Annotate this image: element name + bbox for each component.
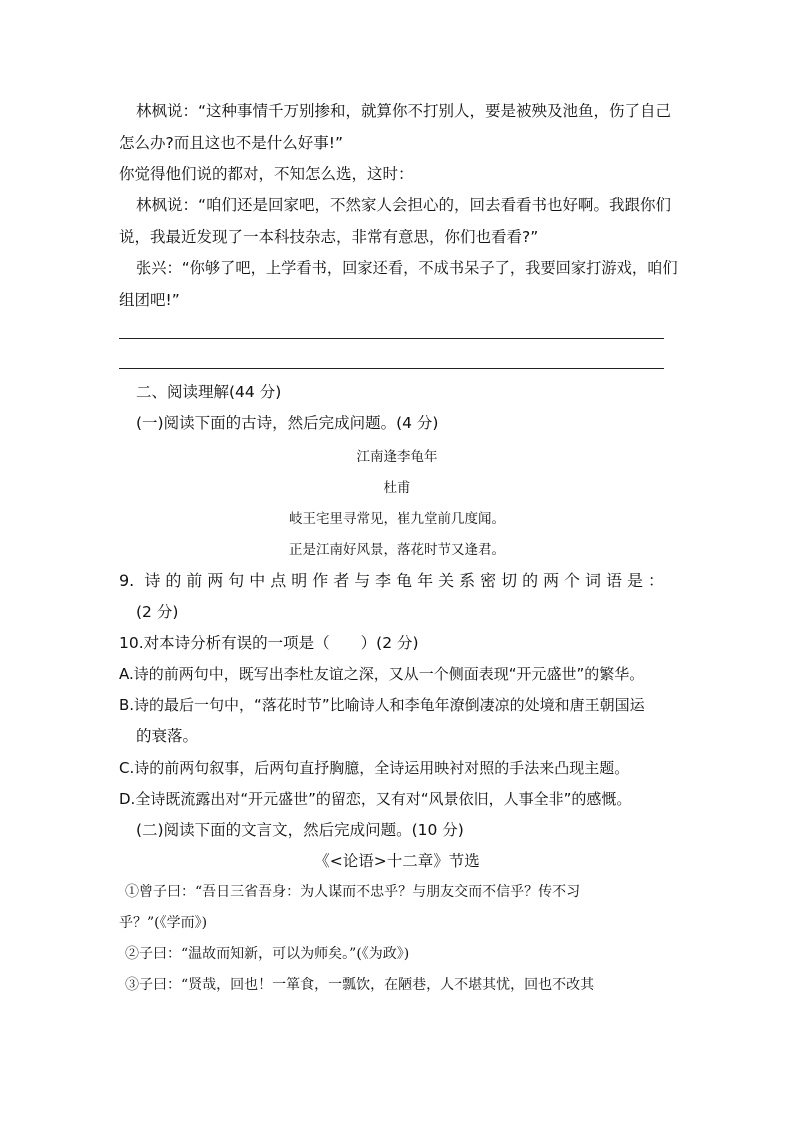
poem-title: 江南逢李龟年 [356,449,438,465]
poem-line-2: 正是江南好风景，落花时节又逢君。 [289,542,505,558]
option-d: D.全诗既流露出对“开元盛世”的留恋，又有对“风景依旧，人事全非”的感慨。 [119,790,632,808]
part2-intro: (二)阅读下面的文言文，然后完成问题。(10 分) [136,821,464,839]
question-9-line-2: (2 分) [136,603,179,621]
question-9-line-1: 9. 诗的前两句中点明作者与李龟年关系密切的两个词语是： [119,571,664,590]
option-b-line-2: 的衰落。 [136,727,199,745]
linfeng-quote-1-line-2: 怎么办?而且这也不是什么好事!” [119,134,343,152]
section-heading: 二、阅读理解(44 分) [136,383,282,401]
linfeng-quote-2-line-2: 说，我最近发现了一本科技杂志，非常有意思，你们也看看?” [119,228,539,246]
linfeng-quote-1-line-1: 林枫说：“这种事情千万别掺和，就算你不打别人，要是被殃及池鱼，伤了自己 [136,102,672,120]
zhangxing-quote-line-1: 张兴：“你够了吧，上学看书，回家还看，不成书呆子了，我要回家打游戏，咱们 [136,259,678,277]
part2-title: 《<论语>十二章》节选 [314,852,480,870]
analects-item-2: ②子曰：“温故而知新，可以为师矣。”(《为政》) [125,946,410,962]
question-10: 10.对本诗分析有误的一项是（ ）(2 分) [119,634,419,652]
linfeng-quote-2-line-1: 林枫说：“咱们还是回家吧，不然家人会担心的，回去看看书也好啊。我跟你们 [136,196,672,214]
part1-intro: (一)阅读下面的古诗，然后完成问题。(4 分) [136,414,439,432]
analects-item-3-line-1: ③子曰：“贤哉，回也！一箪食，一瓢饮，在陋巷，人不堪其忧，回也不改其 [125,977,595,993]
option-c: C.诗的前两句叙事，后两句直抒胸臆，全诗运用映衬对照的手法来凸现主题。 [119,759,630,777]
answer-line-2[interactable] [119,368,664,369]
analects-item-1-line-2: 乎？”(《学而》) [119,915,208,931]
option-b-line-1: B.诗的最后一句中，“落花时节”比喻诗人和李龟年潦倒凄凉的处境和唐王朝国运 [119,696,645,714]
poem-author: 杜甫 [383,480,411,496]
narration-line: 你觉得他们说的都对，不知怎么选，这时： [119,165,414,183]
analects-item-1-line-1: ①曾子曰：“吾日三省吾身：为人谋而不忠乎？与朋友交而不信乎？传不习 [125,884,581,900]
zhangxing-quote-line-2: 组团吧!” [119,291,180,309]
option-a: A.诗的前两句中，既写出李杜友谊之深，又从一个侧面表现“开元盛世”的繁华。 [119,665,645,683]
answer-line-1[interactable] [119,338,664,339]
poem-line-1: 岐王宅里寻常见，崔九堂前几度闻。 [289,511,505,527]
